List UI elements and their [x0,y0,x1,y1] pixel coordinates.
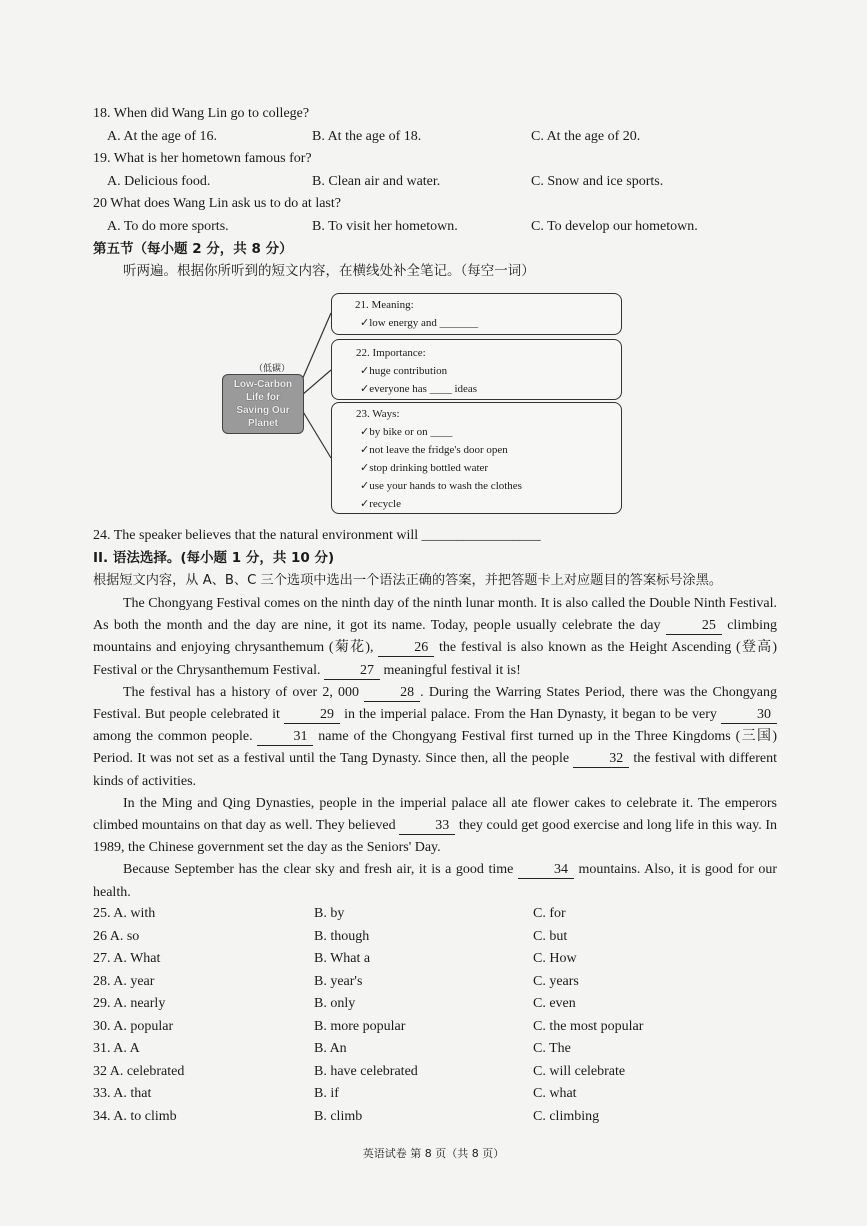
option-a: 31. A. A [93,1041,140,1056]
blank-30: 30 [721,707,777,724]
question-18-stem: 18. When did Wang Lin go to college? [93,106,310,121]
note-box-22 [331,339,622,400]
option-b: B. only [314,996,356,1011]
passage-text: The Chongyang Festival comes on the ninth day of the ninth lunar month. It is also called the Double Ninth Festival. As both the month and the day are nine, it got its name. Today, people usually celebrate the day [93,596,778,634]
option-c: C. the most popular [533,1018,644,1034]
option-b: B. What a [314,951,371,966]
option-a: 33. A. that [93,1086,152,1101]
passage-text: The festival has a history of over 2, 000 [123,684,365,700]
option-b: B. year's [314,973,363,989]
box23-item: ✓stop drinking bottled water [360,462,489,474]
option-row [93,1040,793,1063]
passage-paragraph-1 [93,593,777,682]
option-c: C. years [533,973,579,989]
note-box-21 [331,293,622,335]
option-c: C. will celebrate [533,1063,626,1079]
q18-option-c: C. At the age of 20. [531,129,641,144]
passage-text: they could get good exercise and long life in this way. In 1989, the Chinese government set the day as the Seniors' Day. [93,818,777,856]
passage [93,593,777,904]
blank-32: 32 [573,751,629,768]
option-c: C. even [533,996,576,1011]
option-b: B. An [314,1041,347,1056]
blank-31: 31 [257,729,313,746]
question-24: 24. The speaker believes that the natural environment will _________________ [93,528,541,543]
passage-text: mountains. Also, it is good for our health. [93,862,777,900]
section5-instruction: 听两遍。根据你所听到的短文内容，在横线处补全笔记。（每空一词） [123,263,535,279]
box22-heading: 22. Importance: [356,347,426,359]
option-row [93,1085,793,1108]
option-c: C. what [533,1086,577,1101]
center-text-line: Life for [246,392,280,403]
option-a: 32 A. celebrated [93,1063,185,1079]
section5-title: 第五节（每小题 2 分，共 8 分） [93,241,293,257]
q18-option-b: B. At the age of 18. [312,129,422,144]
box23-item: ✓not leave the fridge's door open [360,444,508,456]
option-b: B. climb [314,1108,363,1124]
grammar-title: II. 语法选择。(每小题 1 分，共 10 分) [93,550,335,566]
blank-28: 28 [364,685,420,702]
passage-text: In the Ming and Qing Dynasties, people in the imperial palace all ate flower cakes to celebrate it. The emperors climbed mountains on that day as well. They believed [93,795,777,834]
passage-paragraph-3 [93,793,777,860]
q20-option-a: A. To do more sports. [107,219,229,234]
option-a: 30. A. popular [93,1018,174,1034]
q20-option-c: C. To develop our hometown. [531,219,698,234]
passage-text: name of the Chongyang Festival first turned up in the Three Kingdoms (三国) Period. It was not set as a festival until the Tang Dynasty. Since then, all the people [93,729,777,767]
q20-option-b: B. To visit her hometown. [312,219,458,234]
passage-paragraph-2 [93,682,777,793]
option-b: B. more popular [314,1018,406,1034]
option-b: B. have celebrated [314,1063,418,1079]
passage-text: in the imperial palace. From the Han Dynasty, it began to be very [340,707,722,723]
q19-option-c: C. Snow and ice sports. [531,174,664,189]
center-text-line: Saving Our [236,405,290,416]
passage-paragraph-4 [93,859,777,903]
option-row [93,973,793,996]
box21-heading: 21. Meaning: [355,299,414,311]
blank-34: 34 [518,862,574,879]
note-box-23 [331,402,622,514]
option-c: C. for [533,906,566,921]
question-20-stem: 20 What does Wang Lin ask us to do at last? [93,196,341,211]
option-row [93,1108,793,1131]
option-a: 27. A. What [93,951,161,966]
passage-text: Because September has the clear sky and fresh air, it is a good time [123,862,518,878]
blank-26: 26 [378,640,434,657]
option-row [93,995,793,1018]
blank-27: 27 [324,663,380,680]
option-row [93,928,793,951]
center-label: （低碳） [254,364,291,374]
option-a: 34. A. to climb [93,1108,177,1124]
option-row [93,1018,793,1041]
option-row [93,905,793,928]
box23-heading: 23. Ways: [356,408,400,420]
passage-text: the festival with different kinds of activities. [93,751,777,789]
option-c: C. How [533,951,577,966]
question-19-stem: 19. What is her hometown famous for? [93,151,312,166]
box23-item: ✓by bike or on ____ [360,426,453,438]
passage-text: the festival is also known as the Height Ascending (登高) Festival or the Chrysanthemum Festival. [93,640,777,678]
box22-item: ✓huge contribution [360,365,448,377]
blank-25: 25 [666,618,722,635]
passage-text: meaningful festival it is! [379,662,521,678]
option-a: 26 A. so [93,928,140,944]
option-a: 25. A. with [93,906,156,921]
option-b: B. though [314,928,370,944]
box22-item: ✓everyone has ____ ideas [360,383,478,395]
option-row [93,950,793,973]
page-footer: 英语试卷 第 8 页（共 8 页） [362,1147,505,1160]
center-text-line: Planet [247,418,278,429]
option-c: C. The [533,1041,571,1056]
center-text-line: Low-Carbon [233,379,293,390]
option-row [93,1063,793,1086]
options-list [93,905,793,1130]
option-b: B. if [314,1086,339,1101]
option-b: B. by [314,906,345,921]
blank-33: 33 [399,818,455,835]
q19-option-b: B. Clean air and water. [312,174,441,189]
option-a: 28. A. year [93,973,155,989]
q19-option-a: A. Delicious food. [107,174,211,189]
option-a: 29. A. nearly [93,996,166,1011]
passage-text: among the common people. [93,729,258,745]
grammar-instruction: 根据短文内容，从 A、B、C 三个选项中选出一个语法正确的答案，并把答题卡上对应题目的答案标号涂黑。 [93,573,723,588]
center-topic-box [222,374,304,434]
option-c: C. climbing [533,1108,600,1124]
box23-item: ✓use your hands to wash the clothes [360,480,522,492]
box21-item: ✓low energy and _______ [360,317,479,329]
box23-item: ✓recycle [360,498,401,510]
option-c: C. but [533,928,568,944]
passage-text: climbing mountains and enjoying chrysanthemum (菊花), [93,618,777,656]
passage-text: . During the Warring States Period, there was the Chongyang Festival. But people celebrated it [93,684,777,723]
blank-29: 29 [284,707,340,724]
q18-option-a: A. At the age of 16. [107,129,218,144]
